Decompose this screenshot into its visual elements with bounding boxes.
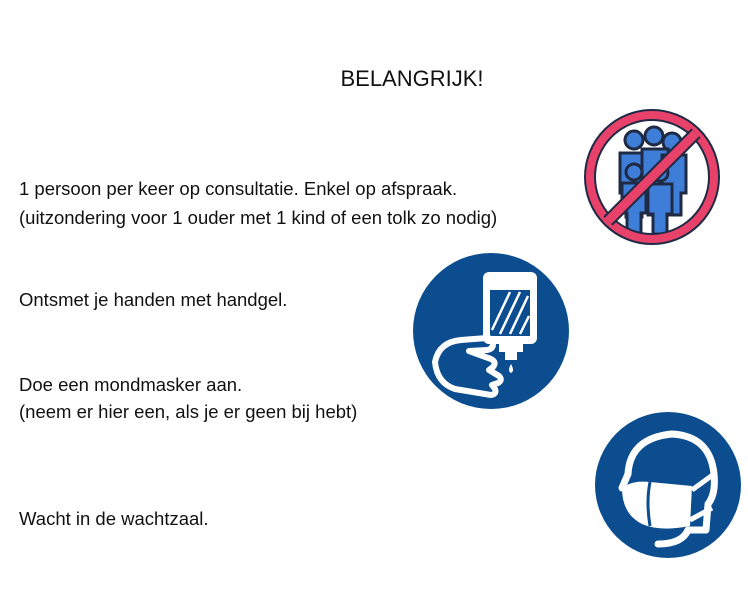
hand-sanitizer-icon: [407, 250, 575, 412]
no-groups-icon: [580, 105, 724, 249]
face-mask-icon: [588, 404, 748, 566]
rule-4-text: Wacht in de wachtzaal.: [19, 508, 209, 529]
rule-2-text: Ontsmet je handen met handgel.: [19, 289, 288, 310]
rule-3-text: Doe een mondmasker aan.: [19, 374, 243, 395]
page-title: BELANGRIJK!: [340, 66, 484, 91]
rule-3-note: (neem er hier een, als je er geen bij hebt): [19, 401, 358, 422]
rule-1-text: 1 persoon per keer op consultatie. Enkel op afspraak.: [19, 178, 458, 199]
rule-1-note: (uitzondering voor 1 ouder met 1 kind of een tolk zo nodig): [19, 207, 498, 228]
